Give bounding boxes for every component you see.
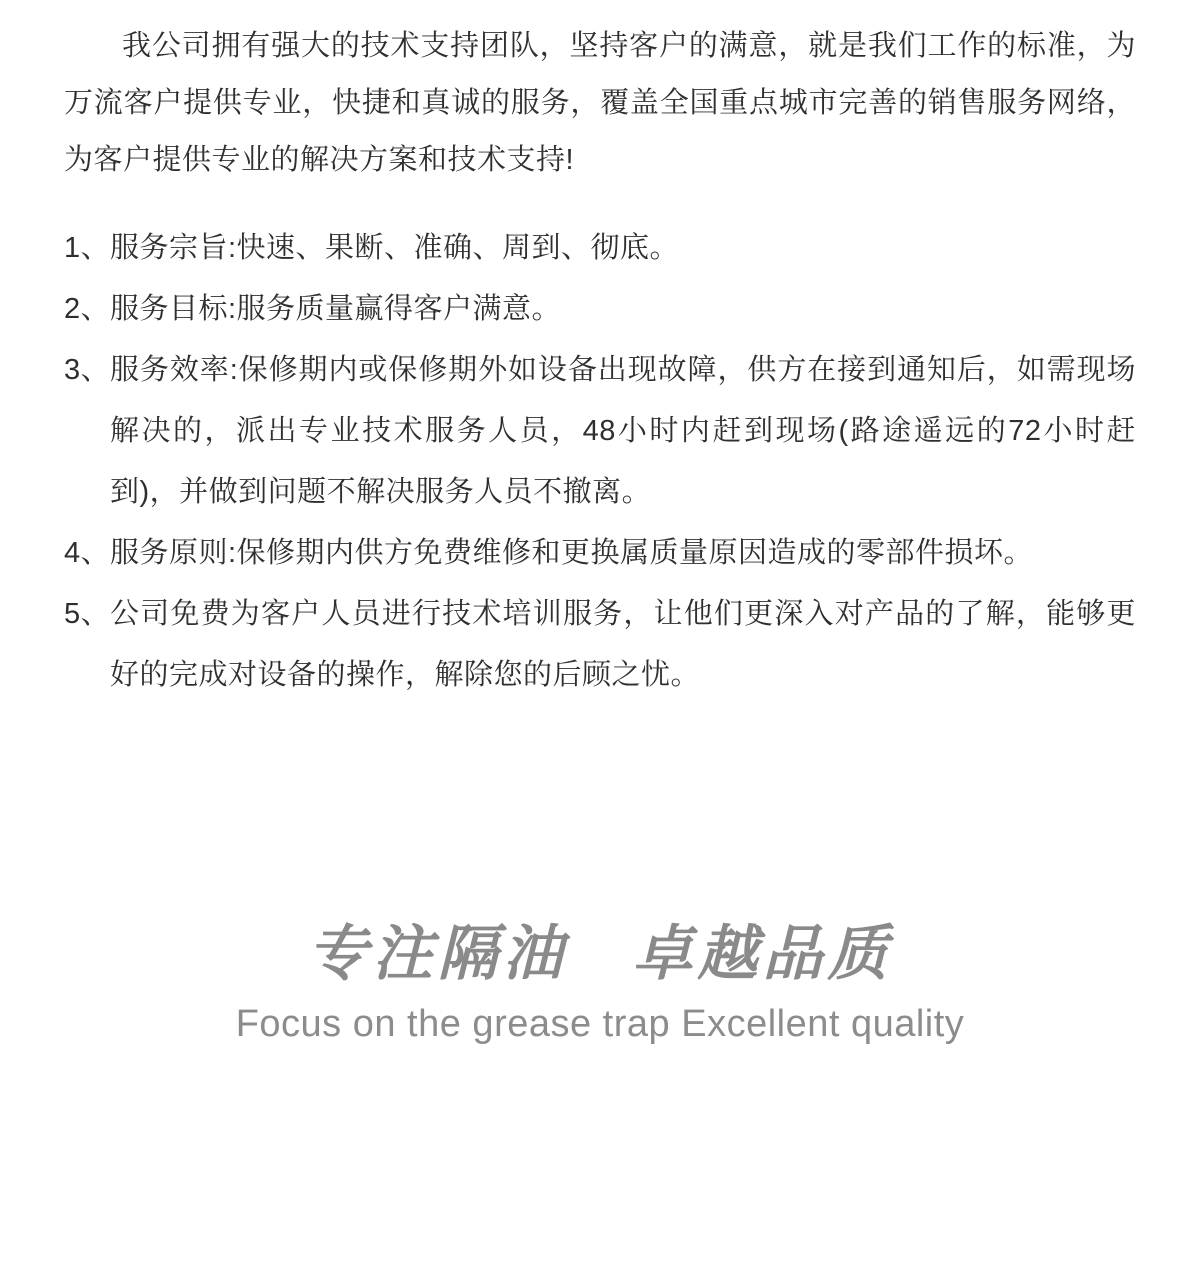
slogan-chinese: 专注隔油 卓越品质	[307, 920, 893, 987]
slogan-english: Focus on the grease trap Excellent quality	[235, 1003, 965, 1045]
list-item-text: 服务原则:保修期内供方免费维修和更换属质量原因造成的零部件损坏。	[110, 537, 1034, 569]
list-item	[64, 584, 1136, 706]
list-item-number: 1、	[64, 232, 111, 264]
list-item-number: 2、	[64, 293, 111, 325]
service-list	[64, 218, 1136, 706]
page-content	[0, 18, 1200, 1046]
list-item-text: 公司免费为客户人员进行技术培训服务，让他们更深入对产品的了解，能够更好的完成对设备的操作，解除您的后顾之忧。	[110, 598, 1136, 691]
list-item	[64, 340, 1136, 523]
list-item-number: 5、	[64, 598, 111, 630]
list-item-text: 服务目标:服务质量赢得客户满意。	[110, 293, 562, 325]
slogan-block	[64, 918, 1136, 1046]
list-item-text: 服务宗旨:快速、果断、准确、周到、彻底。	[110, 232, 680, 264]
list-item	[64, 523, 1136, 584]
list-item	[64, 218, 1136, 279]
list-item-number: 3、	[64, 354, 111, 386]
intro-paragraph: 我公司拥有强大的技术支持团队，坚持客户的满意，就是我们工作的标准，为万流客户提供专业，快捷和真诚的服务，覆盖全国重点城市完善的销售服务网络，为客户提供专业的解决方案和技术支持!	[64, 30, 1136, 176]
list-item-text: 服务效率:保修期内或保修期外如设备出现故障，供方在接到通知后，如需现场解决的，派出专业技术服务人员，48小时内赶到现场(路途遥远的72小时赶到)，并做到问题不解决服务人员不撤离。	[110, 354, 1136, 508]
list-item-number: 4、	[64, 537, 111, 569]
list-item	[64, 279, 1136, 340]
